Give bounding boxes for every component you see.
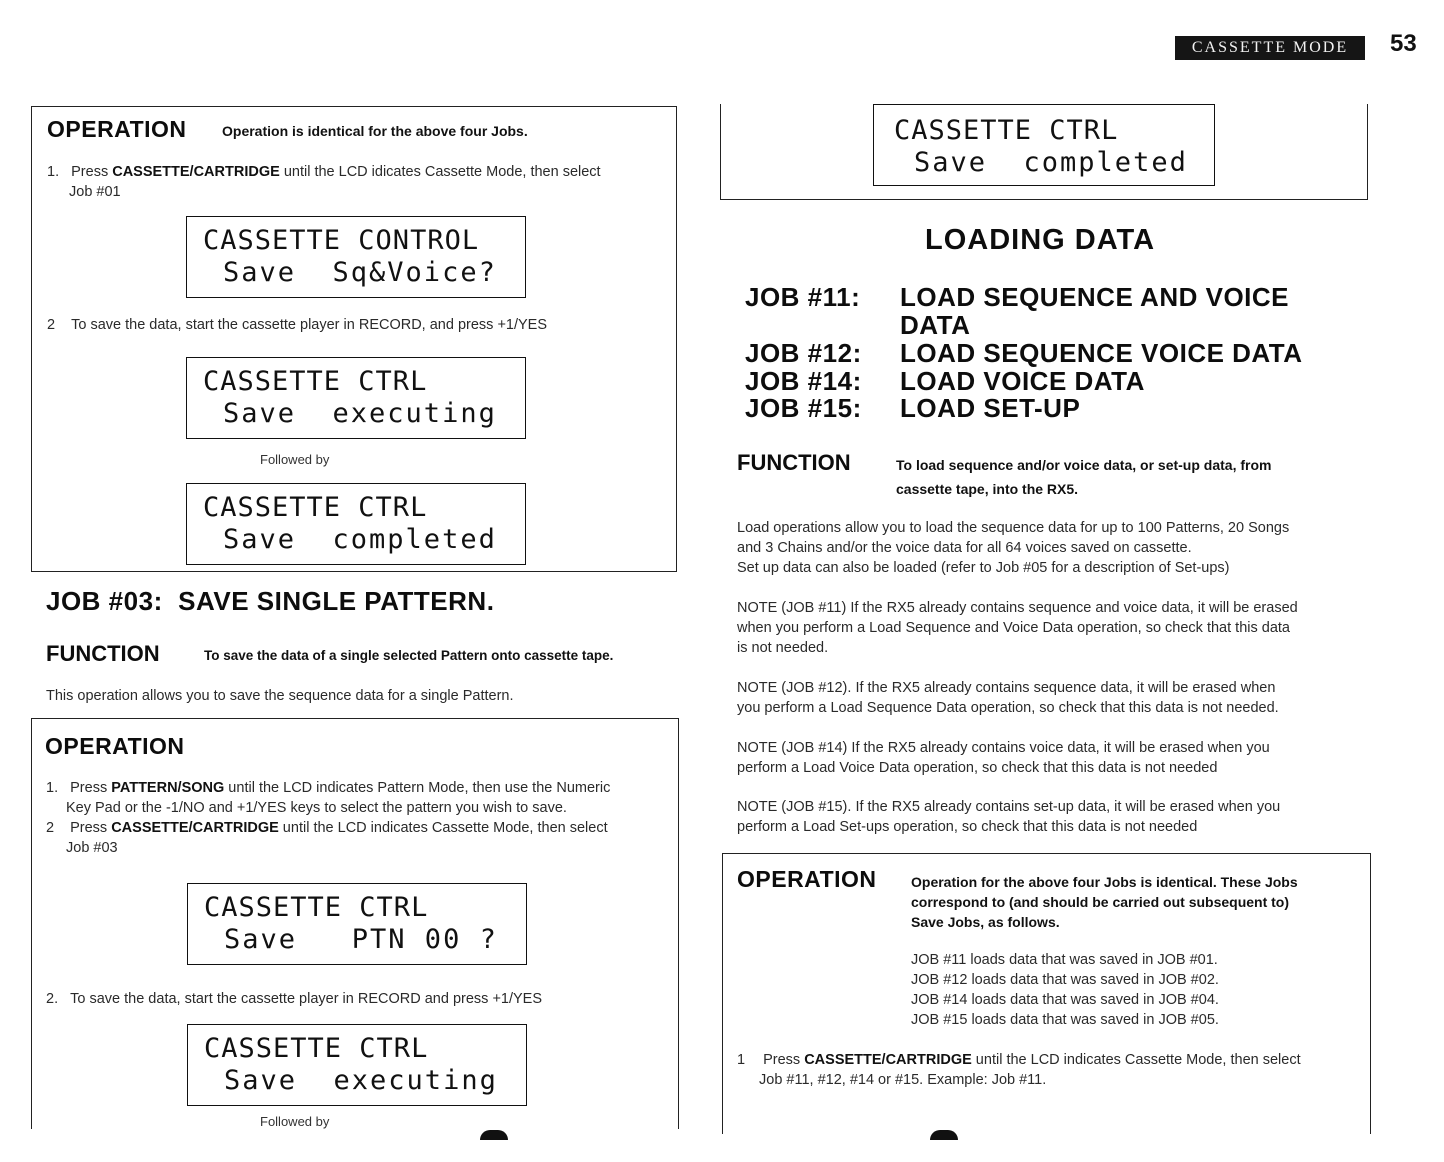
job-label: JOB #14: — [745, 366, 862, 396]
job-label: JOB #12: — [745, 338, 862, 368]
lcd-display — [186, 483, 526, 565]
note-text: (JOB #14) If the RX5 already contains voice data, it will be erased when you — [777, 740, 1270, 756]
lcd-line-2: Save completed — [914, 147, 1188, 178]
job-title: LOAD VOICE DATA — [900, 366, 1145, 396]
page-number: 53 — [1390, 30, 1417, 57]
step-1 — [46, 778, 671, 818]
step-number: 2 — [47, 317, 56, 333]
note-label: NOTE — [737, 799, 778, 815]
mapping-item: JOB #14 loads data that was saved in JOB #04. — [911, 992, 1219, 1008]
operation-subtitle — [911, 872, 1298, 932]
step-1 — [737, 1050, 1362, 1090]
step-number: 2. — [46, 991, 59, 1007]
step-text: Job #11, #12, #14 or #15. Example: Job #11. — [759, 1072, 1047, 1088]
mapping-item: JOB #11 loads data that was saved in JOB #01. — [911, 952, 1218, 968]
note-text: is not needed. — [737, 640, 829, 656]
step-text: Press — [763, 1052, 805, 1068]
mapping-item: JOB #15 loads data that was saved in JOB #05. — [911, 1012, 1219, 1028]
note-text: (JOB #12). If the RX5 already contains sequence data, it will be erased when — [777, 680, 1276, 696]
binding-mark — [930, 1130, 958, 1140]
job-description: This operation allows you to save the sequence data for a single Pattern. — [46, 688, 514, 704]
note-text: perform a Load Voice Data operation, so check that this data is not needed — [737, 760, 1218, 776]
step-1 — [47, 162, 667, 202]
note-job12 — [737, 678, 1367, 718]
note-text: when you perform a Load Sequence and Voice Data operation, so check that this data — [737, 620, 1290, 636]
key-name: CASSETTE/CARTRIDGE — [111, 820, 279, 836]
note-job14 — [737, 738, 1367, 778]
job-title: LOAD SET-UP — [900, 393, 1081, 423]
lcd-display — [873, 104, 1215, 186]
step-2 — [47, 315, 547, 335]
step-text: until the LCD indicates Cassette Mode, then select — [278, 820, 608, 836]
lcd-line-1: CASSETTE CTRL — [203, 492, 428, 523]
job-heading: JOB #03: SAVE SINGLE PATTERN. — [46, 586, 495, 616]
followed-by: Followed by — [260, 1114, 330, 1129]
lcd-line-2: Save executing — [223, 398, 497, 429]
step-text: Job #03 — [66, 840, 118, 856]
key-name: PATTERN/SONG — [111, 780, 225, 796]
step-number: 1 — [737, 1052, 746, 1068]
step-2 — [46, 818, 671, 858]
step-text: until the LCD indicates Pattern Mode, then use the Numeric — [224, 780, 611, 796]
lcd-line-1: CASSETTE CONTROL — [203, 225, 480, 256]
lcd-line-1: CASSETTE CTRL — [203, 366, 428, 397]
binding-mark — [480, 1130, 508, 1140]
lcd-line-2: Save executing — [224, 1065, 498, 1096]
lcd-line-1: CASSETTE CTRL — [894, 115, 1119, 146]
lcd-display — [186, 357, 526, 439]
subtitle-line: Operation for the above four Jobs is identical. These Jobs — [911, 874, 1298, 890]
lcd-line-2: Save PTN 00 ? — [224, 924, 498, 955]
operation-title: OPERATION — [45, 733, 185, 759]
note-job15 — [737, 797, 1367, 837]
note-label: NOTE — [737, 600, 778, 616]
function-title: FUNCTION — [737, 450, 851, 475]
note-text: (JOB #15). If the RX5 already contains set-up data, it will be erased when you — [777, 799, 1281, 815]
operation-title: OPERATION — [737, 866, 877, 892]
step-text: Job #01 — [69, 184, 121, 200]
paragraph-line: and 3 Chains and/or the voice data for all 64 voices saved on cassette. — [737, 540, 1192, 556]
key-name: CASSETTE/CARTRIDGE — [112, 164, 280, 180]
note-label: NOTE — [737, 740, 778, 756]
step-number: 2 — [46, 820, 55, 836]
job-label: JOB #11: — [745, 282, 861, 312]
function-title: FUNCTION — [46, 641, 160, 666]
step-text: Key Pad or the -1/NO and +1/YES keys to select the pattern you wish to save. — [66, 800, 567, 816]
intro-paragraph — [737, 518, 1357, 578]
operation-title: OPERATION — [47, 116, 187, 142]
lcd-line-1: CASSETTE CTRL — [204, 1033, 429, 1064]
function-text: To save the data of a single selected Pattern onto cassette tape. — [204, 648, 614, 663]
lcd-display — [186, 216, 526, 298]
subtitle-line: correspond to (and should be carried out subsequent to) — [911, 894, 1290, 910]
step-text: To save the data, start the cassette player in RECORD and press +1/YES — [70, 991, 543, 1007]
step-number: 1. — [47, 164, 60, 180]
paragraph-line: Load operations allow you to load the sequence data for up to 100 Patterns, 20 Songs — [737, 520, 1290, 536]
lcd-line-2: Save Sq&Voice? — [223, 257, 497, 288]
note-text: (JOB #11) If the RX5 already contains sequence and voice data, it will be erased — [777, 600, 1298, 616]
lcd-line-2: Save completed — [223, 524, 497, 555]
followed-by: Followed by — [260, 452, 330, 467]
subtitle-line: Save Jobs, as follows. — [911, 914, 1060, 930]
note-job11 — [737, 598, 1367, 658]
mapping-item: JOB #12 loads data that was saved in JOB #02. — [911, 972, 1219, 988]
step-text: until the LCD indicates Cassette Mode, then select — [971, 1052, 1301, 1068]
step-text: Press — [71, 164, 113, 180]
lcd-display — [187, 1024, 527, 1106]
step-number: 1. — [46, 780, 59, 796]
job-title: LOAD SEQUENCE AND VOICE — [900, 282, 1290, 312]
step-text: To save the data, start the cassette player in RECORD, and press +1/YES — [71, 317, 548, 333]
step-3 — [46, 989, 542, 1009]
step-text: Press — [70, 820, 112, 836]
note-text: perform a Load Set-ups operation, so check that this data is not needed — [737, 819, 1198, 835]
key-name: CASSETTE/CARTRIDGE — [804, 1052, 972, 1068]
job-title-continued: DATA — [900, 310, 971, 340]
step-text: until the LCD idicates Cassette Mode, then select — [279, 164, 601, 180]
operation-subtitle: Operation is identical for the above four Jobs. — [222, 123, 528, 139]
function-text-1: To load sequence and/or voice data, or set-up data, from — [896, 457, 1272, 473]
lcd-display — [187, 883, 527, 965]
note-text: you perform a Load Sequence Data operation, so check that this data is not needed. — [737, 700, 1279, 716]
note-label: NOTE — [737, 680, 778, 696]
function-text-2: cassette tape, into the RX5. — [896, 481, 1079, 497]
step-text: Press — [70, 780, 112, 796]
section-badge: CASSETTE MODE — [1175, 36, 1365, 60]
job-label: JOB #15: — [745, 393, 862, 423]
job-title: LOAD SEQUENCE VOICE DATA — [900, 338, 1303, 368]
paragraph-line: Set up data can also be loaded (refer to Job #05 for a description of Set-ups) — [737, 560, 1230, 576]
section-title: LOADING DATA — [925, 224, 1156, 256]
lcd-line-1: CASSETTE CTRL — [204, 892, 429, 923]
job-mapping-list — [911, 950, 1219, 1030]
